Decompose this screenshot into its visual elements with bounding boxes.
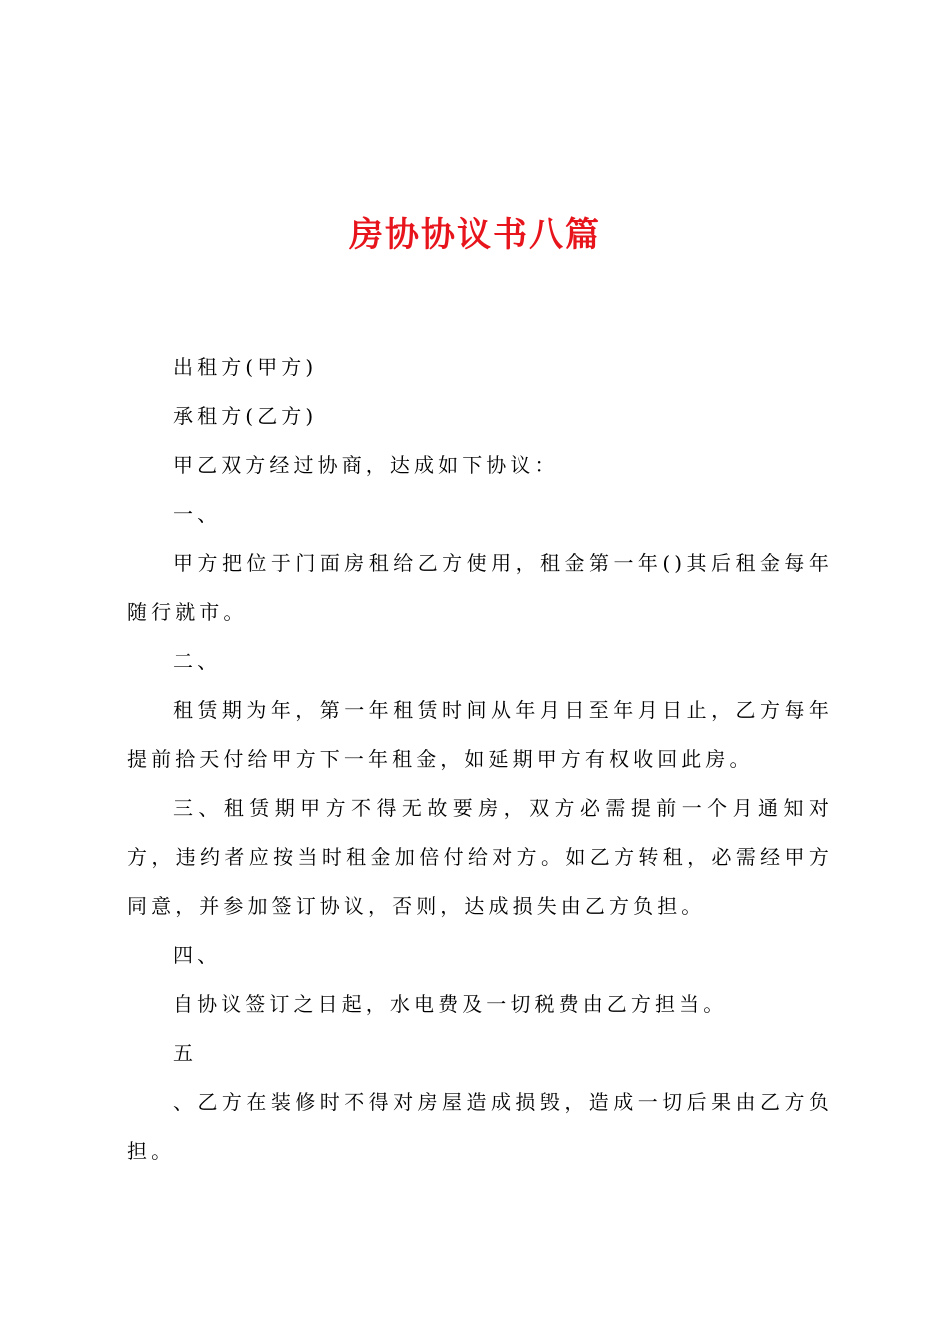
paragraph-lessee: 承租方(乙方) [173,404,318,428]
document-title: 房协协议书八篇 [349,215,601,255]
paragraph-clause-5-heading: 五 [173,1041,198,1065]
paragraph-clause-2-body: 租赁期为年，第一年租赁时间从年月日至年月日止，乙方每年提前拾天付给甲方下一年租金，如延期甲方有权收回此房。 [127,698,833,771]
document-body [127,343,833,1176]
paragraph-clause-4-body: 自协议签订之日起，水电费及一切税费由乙方担当。 [173,992,728,1016]
paragraph-clause-2-heading: 二、 [173,649,222,673]
paragraph-agreement-intro: 甲乙双方经过协商，达成如下协议： [173,453,559,477]
paragraph-clause-1-body: 甲方把位于门面房租给乙方使用，租金第一年()其后租金每年随行就市。 [127,551,833,624]
paragraph-lessor: 出租方(甲方) [173,355,318,379]
paragraph-clause-3: 三、租赁期甲方不得无故要房，双方必需提前一个月通知对方，违约者应按当时租金加倍付给对方。如乙方转租，必需经甲方同意，并参加签订协议，否则，达成损失由乙方负担。 [127,796,833,918]
paragraph-clause-1-heading: 一、 [173,502,222,526]
paragraph-clause-5-body: 、乙方在装修时不得对房屋造成损毁，造成一切后果由乙方负担。 [127,1090,833,1163]
paragraph-clause-4-heading: 四、 [173,943,222,967]
